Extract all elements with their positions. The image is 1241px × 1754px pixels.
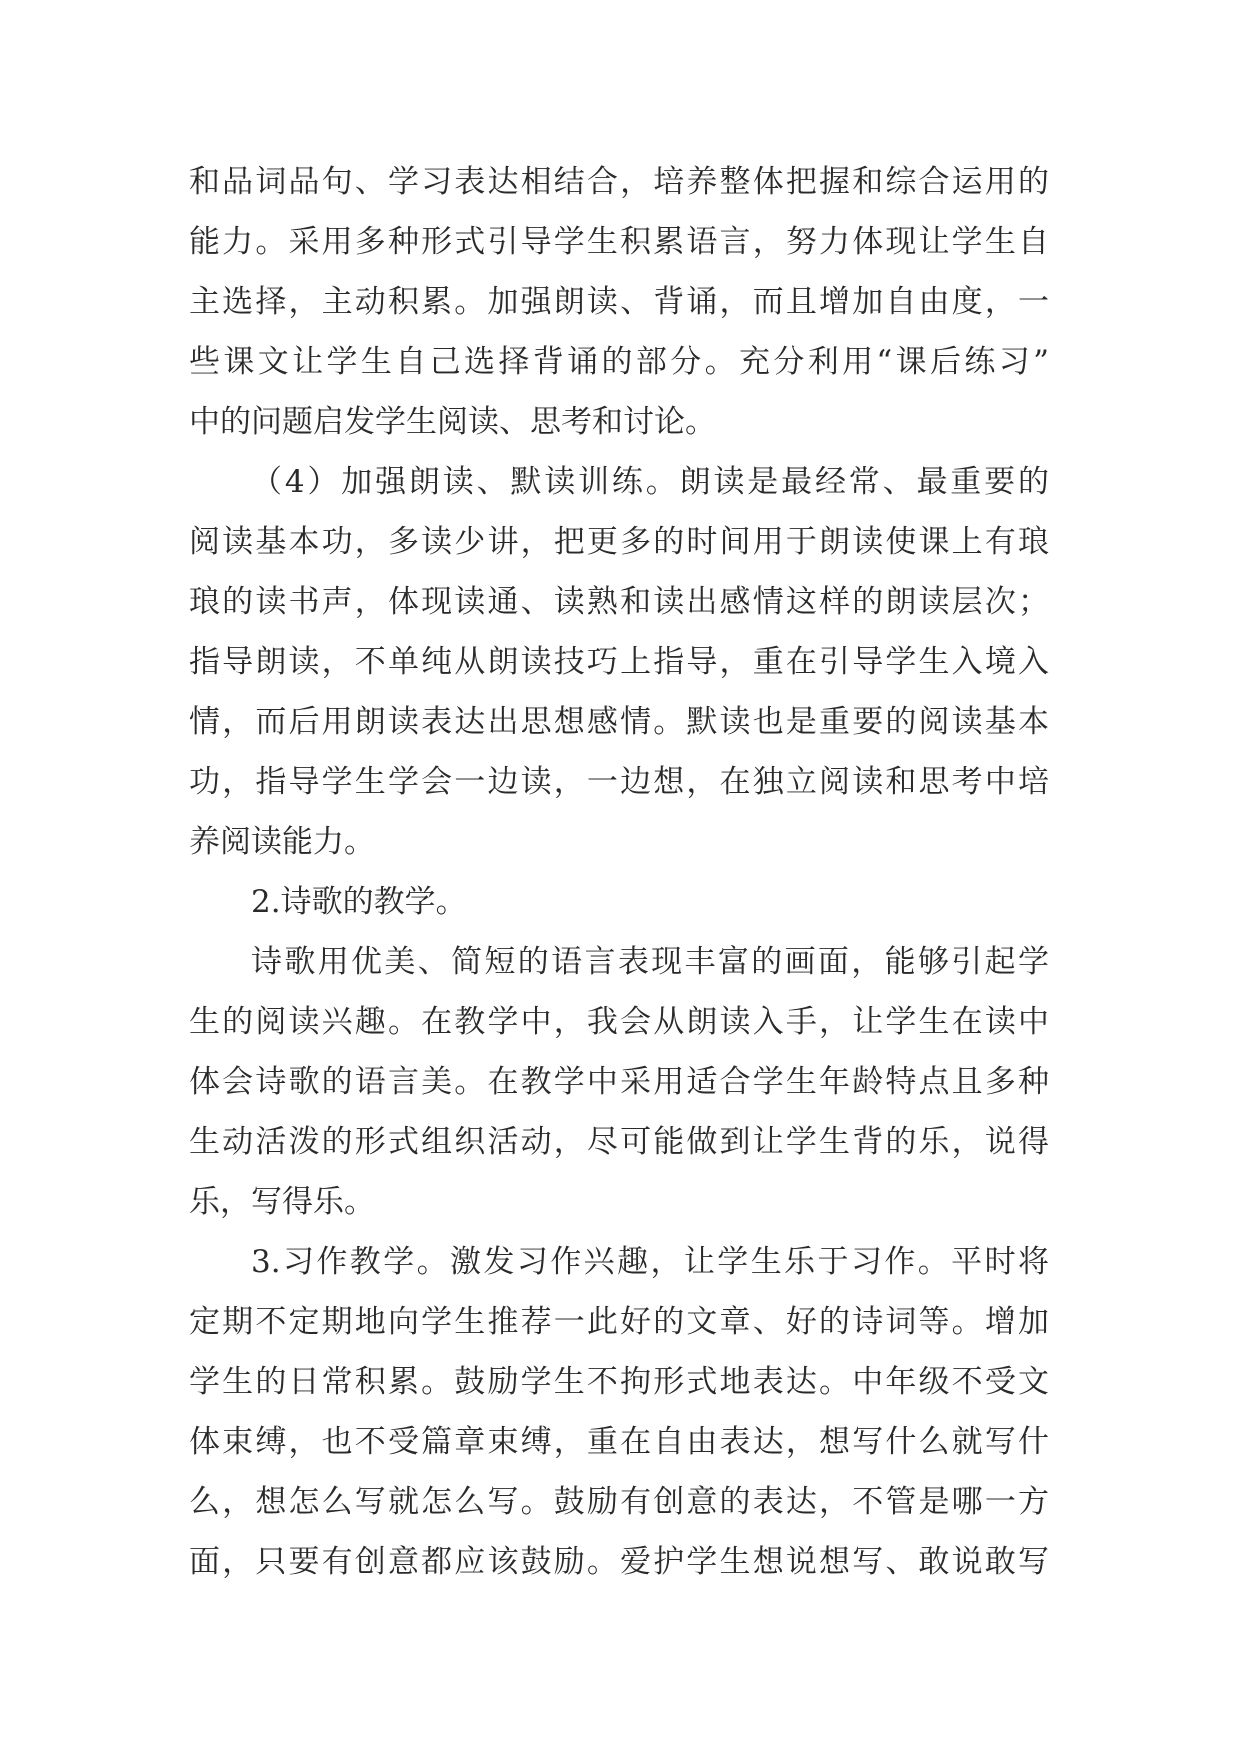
text-line: 中的问题启发学生阅读、思考和讨论。 [189, 404, 716, 440]
text-line: 和品词品句、学习表达相结合，培养整体把握和综合运用的 [189, 164, 1049, 200]
text-line: 面，只要有创意都应该鼓励。爱护学生想说想写、敢说敢写 [189, 1544, 1049, 1580]
text-line: 体会诗歌的语言美。在教学中采用适合学生年龄特点且多种 [189, 1064, 1049, 1100]
text-line: 么，想怎么写就怎么写。鼓励有创意的表达，不管是哪一方 [189, 1484, 1049, 1520]
section-heading: 2.诗歌的教学。 [251, 884, 467, 920]
text-line: 生的阅读兴趣。在教学中，我会从朗读入手，让学生在读中 [189, 1004, 1049, 1040]
paragraph-first-line: 3.习作教学。激发习作兴趣，让学生乐于习作。平时将 [251, 1244, 1049, 1280]
text-line: 生动活泼的形式组织活动，尽可能做到让学生背的乐，说得 [189, 1124, 1049, 1160]
text-line: 体束缚，也不受篇章束缚，重在自由表达，想写什么就写什 [189, 1424, 1049, 1460]
document-body [189, 152, 1049, 1592]
text-line: 定期不定期地向学生推荐一此好的文章、好的诗词等。增加 [189, 1304, 1049, 1340]
text-line: 能力。采用多种形式引导学生积累语言，努力体现让学生自 [189, 224, 1049, 260]
text-line: 阅读基本功，多读少讲，把更多的时间用于朗读使课上有琅 [189, 524, 1049, 560]
text-line: 些课文让学生自己选择背诵的部分。充分利用“课后练习” [189, 344, 1049, 380]
text-line: 主选择，主动积累。加强朗读、背诵，而且增加自由度，一 [189, 284, 1049, 320]
text-line: 功，指导学生学会一边读，一边想，在独立阅读和思考中培 [189, 764, 1049, 800]
text-line: 学生的日常积累。鼓励学生不拘形式地表达。中年级不受文 [189, 1364, 1049, 1400]
text-line: 琅的读书声，体现读通、读熟和读出感情这样的朗读层次； [189, 584, 1049, 620]
text-line: 情，而后用朗读表达出思想感情。默读也是重要的阅读基本 [189, 704, 1049, 740]
text-line: 乐，写得乐。 [189, 1184, 375, 1220]
text-line: 养阅读能力。 [189, 824, 375, 860]
paragraph-first-line: 诗歌用优美、简短的语言表现丰富的画面，能够引起学 [251, 944, 1049, 980]
paragraph-first-line: （4）加强朗读、默读训练。朗读是最经常、最重要的 [251, 464, 1049, 500]
text-line: 指导朗读，不单纯从朗读技巧上指导，重在引导学生入境入 [189, 644, 1049, 680]
